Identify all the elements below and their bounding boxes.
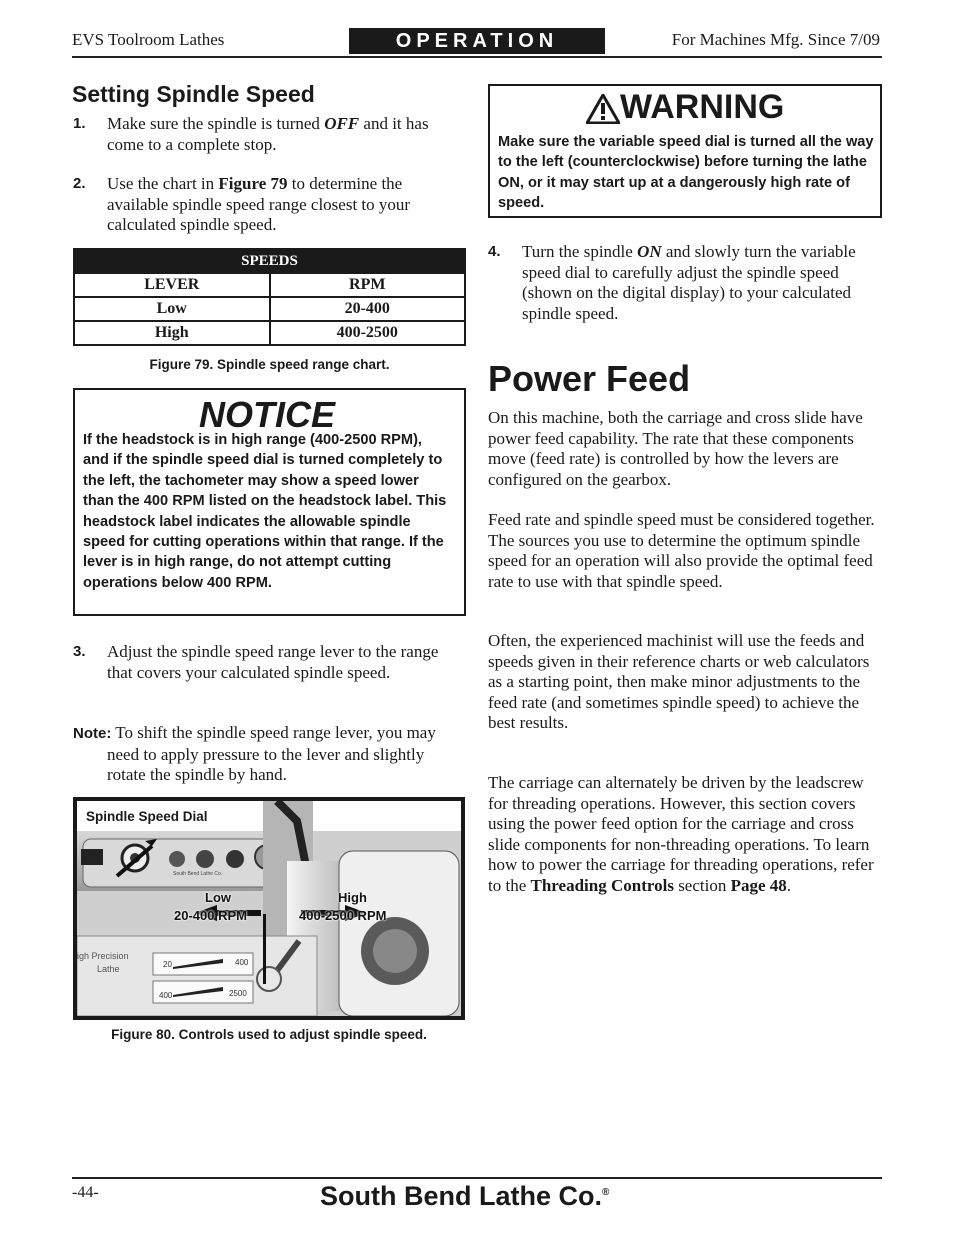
paragraph-text: section (673, 875, 731, 895)
note-text: To shift the spindle speed range lever, you may need to apply pressure to the lever and slightly rotate the spindle by hand. (107, 723, 436, 784)
step-text: and it has come to a complete stop. (107, 114, 429, 154)
photo-label-high-range: 400-2500 RPM (299, 908, 387, 923)
plate-high-max: 2500 (229, 989, 247, 998)
step-text: Turn the spindle (522, 242, 638, 261)
warning-box (488, 84, 882, 218)
step-text: Use the chart in (107, 174, 219, 193)
notice-box (73, 388, 466, 616)
notice-text: If the headstock is in high range (400-2500 RPM), and if the spindle speed dial is turned completely to the left, the tachometer may show a speed lower than the 400 RPM listed on the headstock label. This headstock label indicates the allowable spindle speed for cutting operations within that range. If the lever is in high range, do not attempt cutting operations below 400 RPM. (83, 432, 447, 591)
figure-reference: Figure 79 (218, 174, 288, 193)
figure-80-photo (73, 797, 465, 1020)
plate-subtitle: Lathe (97, 964, 120, 974)
reference-threading-controls: Threading Controls (530, 875, 674, 895)
photo-label-low: Low (205, 890, 231, 905)
cell-rpm: 20-400 (270, 297, 466, 321)
header-machine-date: For Machines Mfg. Since 7/09 (671, 30, 880, 49)
paragraph: Feed rate and spindle speed must be considered together. The sources you use to determine the optimum spindle speed for an operation will also provide the optimal feed rate to use with that spindle speed. (488, 510, 875, 591)
panel-brand: South Bend Lathe Co. (173, 871, 223, 877)
step-number: 2. (73, 175, 86, 192)
emphasis-off: OFF (324, 114, 360, 133)
warning-triangle-icon (586, 94, 620, 124)
table-header-row (74, 273, 465, 297)
step-3 (73, 642, 466, 683)
footer-brand (320, 1181, 609, 1212)
plate-low-min: 20 (163, 960, 172, 969)
speeds-table (73, 248, 466, 346)
lathe-controls-illustration (77, 801, 461, 1016)
photo-label-low-range: 20-400 RPM (174, 908, 247, 923)
paragraph: Often, the experienced machinist will use the feeds and speeds given in their reference charts or web calculators as a starting point, then make minor adjustments to the feed rate (and sometimes spindle speed) to achieve the best results. (488, 631, 870, 732)
photo-label-high: High (338, 890, 367, 905)
header-rule (72, 56, 882, 58)
header-manual-title: EVS Toolroom Lathes (72, 30, 225, 49)
step-2 (73, 174, 466, 236)
figure-79-caption: Figure 79. Spindle speed range chart. (149, 357, 390, 372)
step-number: 3. (73, 643, 86, 660)
paragraph: On this machine, both the carriage and cross slide have power feed capability. The rate that these components move (feed rate) is controlled by how the levers are configured on the gearbox. (488, 408, 863, 489)
plate-title: igh Precision (77, 951, 129, 961)
step-text: and slowly turn the variable speed dial to carefully adjust the spindle speed (shown on the digital display) to your calculated spindle speed. (522, 242, 856, 323)
cell-lever: Low (74, 297, 270, 321)
step-4 (488, 242, 882, 324)
cell-lever: High (74, 321, 270, 345)
step-number: 1. (73, 115, 86, 132)
plate-low-max: 400 (235, 958, 249, 967)
step-text: Adjust the spindle speed range lever to the range that covers your calculated spindle speed. (107, 642, 439, 682)
note-label: Note: (73, 725, 112, 742)
plate-high-min: 400 (159, 991, 173, 1000)
reference-page: Page 48 (730, 875, 787, 895)
table-row (74, 297, 465, 321)
note (73, 723, 466, 786)
paragraph-text: The carriage can alternately be driven by the leadscrew for threading operations. However, this section covers using the power feed option for the carriage and cross slide components for non-threading operations. To learn how to power the carriage for threading operations, refer to the (488, 773, 874, 895)
table-title: SPEEDS (74, 249, 465, 273)
section-title-spindle-speed: Setting Spindle Speed (72, 81, 315, 107)
registered-mark: ® (601, 1187, 610, 1198)
paragraph (488, 773, 882, 896)
emphasis-on: ON (637, 242, 662, 261)
warning-text: Make sure the variable speed dial is turned all the way to the left (counterclockwise) before turning the lathe ON, or it may start up at a dangerously high rate of speed. (498, 134, 874, 212)
brand-name: South Bend Lathe Co. (320, 1181, 602, 1211)
step-number: 4. (488, 243, 501, 260)
footer-rule (72, 1177, 882, 1179)
page-number: -44- (72, 1184, 99, 1201)
cell-rpm: 400-2500 (270, 321, 466, 345)
photo-label-dial: Spindle Speed Dial (86, 809, 208, 824)
step-text: Make sure the spindle is turned (107, 114, 325, 133)
warning-title: WARNING (620, 88, 785, 126)
table-row (74, 321, 465, 345)
header-lever: LEVER (74, 273, 270, 297)
figure-80-caption: Figure 80. Controls used to adjust spindle speed. (111, 1027, 427, 1042)
step-1 (73, 114, 466, 155)
section-title-power-feed: Power Feed (488, 358, 691, 399)
paragraph-text: . (786, 875, 792, 895)
step-text: to determine the available spindle speed range closest to your calculated spindle speed. (107, 174, 411, 234)
header-section-band: OPERATION (349, 28, 605, 54)
header-rpm: RPM (270, 273, 466, 297)
notice-title: NOTICE (199, 394, 336, 435)
